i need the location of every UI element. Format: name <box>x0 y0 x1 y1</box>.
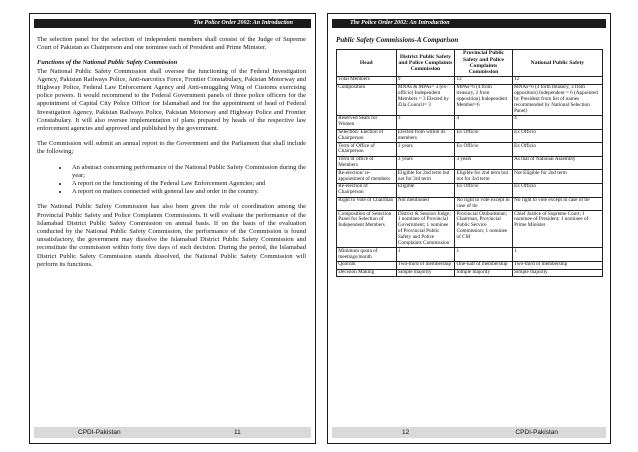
table-cell: Two-third of membership <box>396 261 455 269</box>
table-cell: 3 years <box>396 143 455 157</box>
row-label-cell: Quorum <box>337 261 397 269</box>
table-cell: Chief Justice of Supreme Court; 1 nominee of President; 1 nominee of Prime Minister <box>512 211 602 248</box>
table-header-row <box>337 50 603 77</box>
list-item: • A report on matters connected with general law and order in the country. <box>69 188 306 196</box>
table-cell: MNAs & MPAs= 3 (ex-officio) Independent Members = 3 Elected by Zila Council= 3 <box>396 84 455 115</box>
table-cell: One-half of membership <box>455 261 513 269</box>
page-footer <box>332 427 606 438</box>
table-cell: 3 years <box>396 156 455 170</box>
table-cell: Eligible for 2nd term but not for 3rd term <box>396 170 455 184</box>
table-cell: 3 <box>396 115 455 129</box>
table-cell: 1 <box>396 248 455 262</box>
table-cell: MPAs=6 (4 from treasury, 2 from opposition) Independent Member=6 <box>455 84 513 115</box>
table-cell: As that of National Assembly <box>512 156 602 170</box>
table-row <box>337 84 603 115</box>
table-cell: 3 years <box>455 156 513 170</box>
right-page <box>327 13 611 444</box>
table-cell: Simple majority <box>396 269 455 277</box>
table-row <box>337 269 603 277</box>
table-cell: No right to vote except in case of tie <box>455 197 513 211</box>
row-label-cell: Re-election/ re-appointment of members <box>337 170 397 184</box>
row-label-cell: Decision Making <box>337 269 397 277</box>
row-label-cell: Re-election of Chairperson <box>337 183 397 197</box>
table-cell: MNAs=6 (3 form treasury, 3 from opposition) Independent = 6 (Appointed by President from list of names recommended by National Selection Panel) <box>512 84 602 115</box>
table-row <box>337 248 603 262</box>
table-row <box>337 76 603 84</box>
list-item: • A report on the functioning of the Federal Law Enforcement Agencies; and <box>69 180 306 188</box>
table-cell: Ex Officio <box>455 143 513 157</box>
table-cell: Ex Officio <box>455 183 513 197</box>
table-cell: 4 <box>455 115 513 129</box>
table-cell: 1 <box>512 248 602 262</box>
report-bullet-list <box>37 164 306 197</box>
footer-brand: CPDI-Pakistan <box>78 429 121 436</box>
table-row <box>337 211 603 248</box>
page-number: 11 <box>234 429 241 436</box>
page-header: The Police Order 2002: An Introduction <box>34 19 311 28</box>
table-cell: Not Eligible for 2nd term <box>512 170 602 184</box>
comparison-table-body <box>337 76 603 276</box>
table-cell: Eligible <box>396 183 455 197</box>
row-label-cell: Total Members <box>337 76 397 84</box>
table-cell: 4 <box>512 115 602 129</box>
row-label-cell: Selection/ Election of Chairperson <box>337 129 397 143</box>
table-row <box>337 183 603 197</box>
column-header: National Public Safety <box>512 50 602 77</box>
table-cell: Ex Officio <box>455 129 513 143</box>
row-label-cell: Term of Office of Chairperson <box>337 143 397 157</box>
table-cell: Ex Officio <box>512 183 602 197</box>
report-intro-paragraph: The Commission will submit an annual report to the Government and the Parliament that shall include the following; <box>37 140 306 156</box>
row-label-cell: Reserved Seats for Women <box>337 115 397 129</box>
table-cell: 12 <box>455 76 513 84</box>
table-row <box>337 129 603 143</box>
table-row <box>337 197 603 211</box>
list-item: • An abstract concerning performance of the National Public Safety Commission during the year; <box>69 164 306 180</box>
selection-panel-paragraph: The selection panel for the selection of independent members shall consist of the Judge of Supreme Court of Pakistan as Chairperson and one nominee each of President and Prime Minister. <box>37 36 306 52</box>
page-footer <box>34 427 311 438</box>
footer-brand: CPDI-Pakistan <box>515 429 558 436</box>
left-page <box>29 13 316 444</box>
table-cell: Eligible for 2nd term but not for 3rd term <box>455 170 513 184</box>
column-header: Head <box>337 50 397 77</box>
column-header: District Public Safety and Police Complaints Commission <box>396 50 455 77</box>
row-label-cell: Composition <box>337 84 397 115</box>
column-header: Provincial Public Safety and Police Complaints Commission <box>455 50 513 77</box>
row-label-cell: Right to Vote of Chairman <box>337 197 397 211</box>
comparison-table <box>336 49 603 277</box>
table-cell: 1 <box>455 248 513 262</box>
table-cell: Simple majority <box>455 269 513 277</box>
table-cell: District & Session Judge; 1 nominee of Provincial Government; 1 nominee of Provincial Public Safety and Police Complaints Commission <box>396 211 455 248</box>
table-cell: Ex Officio <box>512 143 602 157</box>
table-cell: Provincial Ombudsman; Chairman, Provincial Public Service Commission; 1 nominee of CM <box>455 211 513 248</box>
page-number: 12 <box>402 429 410 436</box>
row-label-cell: Term of office of Members <box>337 156 397 170</box>
table-row <box>337 156 603 170</box>
table-cell: 12 <box>512 76 602 84</box>
coordination-paragraph: The National Public Safety Commission has also been given the role of coordination among the Provincial Public Safety and Police Complaints Commissions. It will evaluate the performance of the Islamabad District Public Safety Commission on annual basis. If on the basis of the evaluation conducted by the National Public Safety Commission, the performance of the Commission is found unsatisfactory, the government may dissolve the Islamabad District Public Safety Commission and reconstitute the commission within forty five days of such decision. During the period, the Islamabad District Public Safety Commission stands dissolved, the National Public Safety Commission will perform its functions. <box>37 203 306 268</box>
left-page-body <box>37 36 306 276</box>
table-row <box>337 170 603 184</box>
table-row <box>337 115 603 129</box>
comparison-title: Public Safety Commissions-A Comparison <box>336 36 459 44</box>
table-cell: Elected from within its members <box>396 129 455 143</box>
row-label-cell: Composition of Selection Panel for Selection of Independent Members <box>337 211 397 248</box>
table-cell: Simple majority <box>512 269 602 277</box>
page-header: The Police Order 2002: An Introduction <box>332 19 606 28</box>
table-cell: No right to vote except in case of tie <box>512 197 602 211</box>
table-row <box>337 143 603 157</box>
table-cell: 9 <box>396 76 455 84</box>
functions-paragraph: The National Public Safety Commission shall oversee the functioning of the Federal Investigation Agency, Pakistan Railways Police, Anti-narcotics Force, Frontier Constabulary, Pakistan Motorway and Highway Police, Federal Law Enforcement Agency and Anti-smuggling Wing of Customs exercising police powers. It would recommend to the Federal Government panels of three police officers for the appointment of Capital City Police Officer for Islamabad and for the appointment of head of Federal Investigation Agency, Pakistan Railways Police, Pakistan Motorway and Highway Police and Frontier Constabulary. It will also oversee implementation of plans prepared by heads of the respective law enforcement agencies and approved and published by the government. <box>37 67 306 133</box>
row-label-cell: Minimum quota of meetings/month <box>337 248 397 262</box>
table-cell: Not mentioned <box>396 197 455 211</box>
table-cell: Two-third of membership <box>512 261 602 269</box>
table-row <box>337 261 603 269</box>
table-cell: Ex Officio <box>512 129 602 143</box>
functions-heading: Functions of the National Public Safety Commission <box>37 59 178 67</box>
